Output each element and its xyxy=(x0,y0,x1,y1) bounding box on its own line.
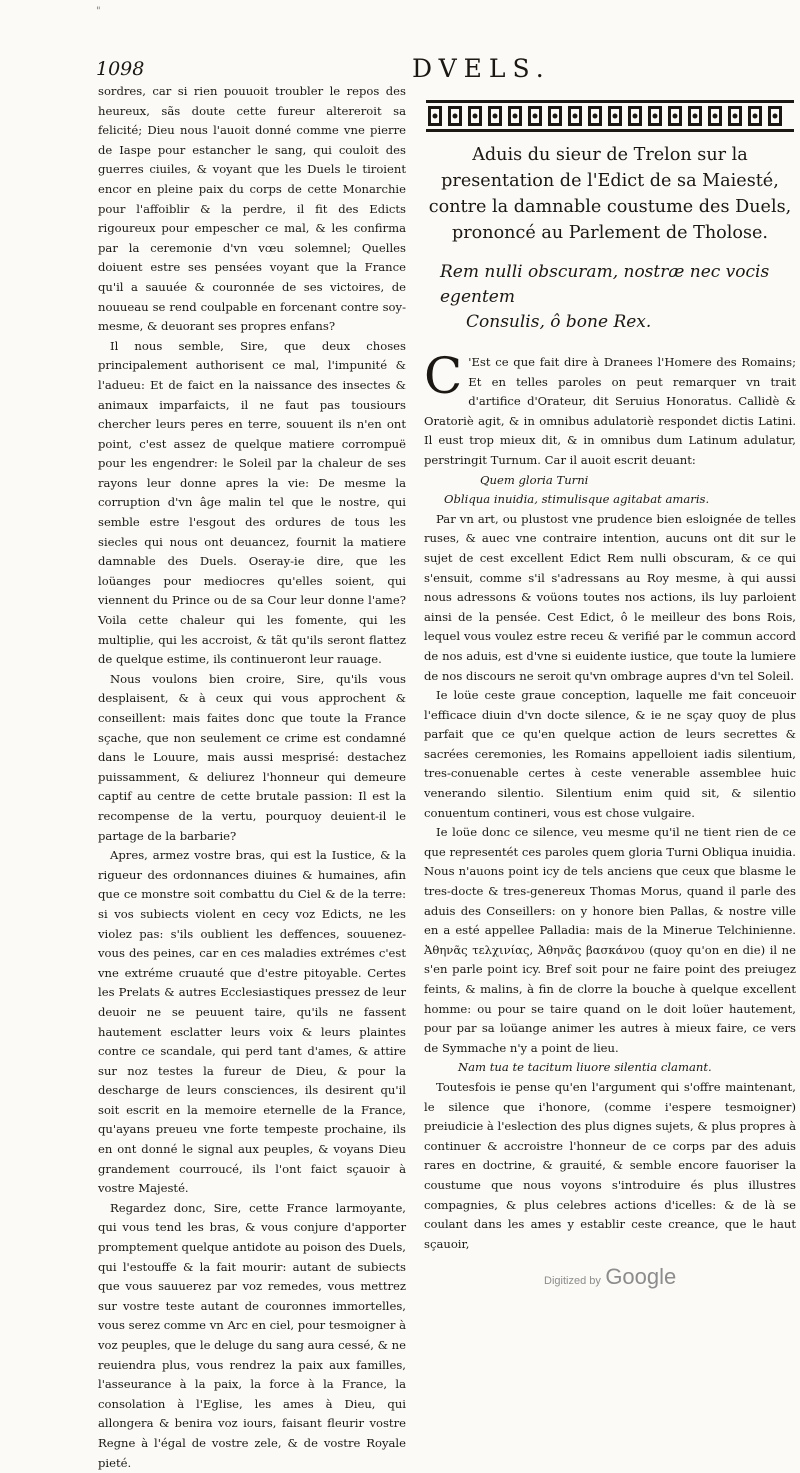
drop-cap: C xyxy=(424,347,463,405)
ornament-band-icon xyxy=(424,98,796,134)
right-paragraph: Par vn art, ou plustost vne prudence bien esloignée de telles ruses, & auec vne contraire intention, aucuns ont dit sur le sujet de cest excellent Edict Rem nulli obscuram, & ce qui s'ensuit, comme s'il s'adressans au Roy mesme, à qui aussi nous adressons & voüons toutes nos actions, ils luy parloient ainsi de la pensée. Cest Edict, ô le meilleur des bons Rois, lequel vous voulez estre receu & verifié par le commun accord de nos aduis, est d'vne si euidente iustice, que toute la lumiere de nos discours ne seroit qu'vn ombrage aupres d'vn tel Soleil. xyxy=(424,511,796,683)
right-paragraph: Ie loüe ceste graue conception, laquelle me fait conceuoir l'efficace diuin d'vn docte silence, & ie ne sçay quoy de plus parfait que ce qu'en quelque action de leurs secrettes & sacrées ceremonies, les Romains appelloient iadis silentium, tres-conuenable certes à ceste venerable assemblee huic venerando silentio. Silentium enim quid sit, & silentio conuentum contineri, vous est chose vulgaire. xyxy=(424,688,796,820)
page-header xyxy=(96,54,796,84)
digitized-watermark xyxy=(544,1264,676,1290)
left-column xyxy=(98,82,406,1473)
section-title: Aduis du sieur de Trelon sur la presentation de l'Edict de sa Maiesté, contre la damnable coustume des Duels, prononcé au Parlement de Tholose. xyxy=(428,145,792,243)
page-number: 1098 xyxy=(96,58,145,80)
left-paragraph: sordres, car si rien pouuoit troubler le repos des heureux, sãs doute cette fureur altereroit sa felicité; Dieu nous l'auoit donné comme vne pierre de Iaspe pour estancher le sang, qui couloit des guerres ciuiles, & voyant que les Duels le tiroient encor en pleine paix du corps de cette Monarchie pour l'affoiblir & la perdre, il fit des Edicts rigoureux pour empescher ce mal, & les confirma par la ceremonie d'vn vœu solemnel; Quelles doiuent estre ses pensées voyant que la France qu'il a sauuée & couronnée de ses victoires, de nouueau se rend coulpable en forcenant contre soy-mesme, & deuorant ses propres enfans? xyxy=(98,84,406,334)
quote-line: Nam tua te tacitum liuore silentia clamant. xyxy=(458,1060,712,1075)
running-head: DVELS. xyxy=(412,54,551,83)
latin-motto xyxy=(440,260,796,335)
watermark-brand: Google xyxy=(605,1264,677,1289)
right-column xyxy=(424,98,796,1254)
left-paragraph: Regardez donc, Sire, cette France larmoyante, qui vous tend les bras, & vous conjure d'apporter promptement quelque antidote au poison des Duels, qui l'estouffe & la fait mourir: autant de subiects que vous sauuerez par voz remedes, vous mettrez sur vostre teste autant de couronnes immortelles, vous serez comme vn Arc en ciel, pour tesmoigner à voz peuples, que le deluge du sang aura cessé, & ne reuiendra plus, vous rendrez la paix aux familles, l'asseurance à la paix, la force à la France, la consolation à l'Eglise, les ames à Dieu, qui allongera & benira voz iours, faisant fleurir vostre Regne à l'égal de vostre zele, & de vostre Royale pieté. xyxy=(98,1200,406,1470)
quote-line: Obliqua inuidia, stimulisque agitabat amaris. xyxy=(444,492,710,507)
right-paragraph: Ie loüe donc ce silence, veu mesme qu'il ne tient rien de ce que representét ces paroles quem gloria Turni Obliqua inuidia. Nous n'auons point icy de tels anciens que ceux que blasme le tres-docte & tres-genereux Thomas Morus, quand il parle des aduis des Conseillers: on y honore bien Pallas, & nostre ville en a esté appellee Palladia: mais de la Mineruе Telchinienne. Ἀθηνᾶς τελχινίας, Ἀθηνᾶς βασκάνου (quoy qu'on en die) il ne s'en parle point icy. Bref soit pour ne faire point des preiugez feints, & malins, à fin de clorre la bouche à quelque excellent homme: ou pour se taire quand on le doit loüer hautement, pour par sa loüange animer les autres à mieux faire, ce vers de Symmache n'y a point de lieu. xyxy=(424,825,796,1055)
watermark-prefix: Digitized by xyxy=(544,1275,601,1287)
opening-paragraph xyxy=(424,347,796,471)
opening-text: 'Est ce que fait dire à Dranees l'Homere des Romains; Et en telles paroles on peut remarquer vn trait d'artifice d'Orateur, dit Seruius Honoratus. Callidè & Oratoriè agit, & in omnibus adulatoriè respondet dictis Latini. Il eust trop mieux dit, & in omnibus dum Latinum adulatur, perstringit Turnum. Car il auoit escrit deuant: xyxy=(424,355,796,467)
margin-marks: " xyxy=(96,6,101,17)
right-paragraph: Toutesfois ie pense qu'en l'argument qui s'offre maintenant, le silence que i'honore, (comme i'espere tesmoigner) preiudicie à l'eslection des plus dignes sujets, & plus propres à continuer & accroistre l'honneur de ce corps par des aduis rares en doctrine, & grauité, & semble encore fauoriser la coustume que nous voyons s'introduire és plus illustres compagnies, & plus celebres actions d'icelles: & de là se coulant dans les ames y establir ceste creance, que le haut sçauoir, xyxy=(424,1079,796,1251)
left-paragraph: Il nous semble, Sire, que deux choses principalement authorisent ce mal, l'impunité & l'adueu: Et de faict en la naissance des insectes & animaux imparfaicts, il ne faut pas tousiours chercher leurs peres en terre, souuent ils n'en ont point, c'est assez de quelque matiere corrompuë pour les engendrer: le Soleil par la chaleur de ses rayons leur donne apres la vie: De mesme la corruption d'vn âge malin tel que le nostre, qui semble estre l'esgout des ordures de tous les siecles qui nous ont deuancez, fournit la matiere damnable des Duels. Oseray-ie dire, que les loüanges pour mediocres qu'elles soient, qui viennent du Prince ou de sa Cour leur donne l'ame? Voila cette chaleur qui les fomente, qui les multiplie, qui les accroist, & tãt qu'ils seront flattez de quelque estime, ils continueront leur rauage. xyxy=(98,338,406,667)
motto-line: Rem nulli obscuram, nostræ nec vocis egentem xyxy=(440,262,770,307)
motto-line: Consulis, ô bone Rex. xyxy=(466,312,652,332)
quote-line: Quem gloria Turni xyxy=(480,472,589,487)
left-paragraph: Apres, armez vostre bras, qui est la Iustice, & la rigueur des ordonnances diuines & humaines, afin que ce monstre soit combattu du Ciel & de la terre: si vos subiects violent en cecy voz Edicts, ne les violez pas: s'ils oublient les deffences, souuenez-vous des peines, car en ces maladies extrémes c'est vne extréme cruauté que d'estre pitoyable. Certes les Prelats & autres Ecclesiastiques pressez de leur deuoir ne se peuuent taire, qu'ils ne fassent hautement esclatter leurs voix & leurs plaintes contre ce scandale, qui perd tant d'ames, & attire sur noz testes la fureur de Dieu, & pour la descharge de leurs consciences, ils desirent qu'il soit escrit en la memoire eternelle de la France, qu'ayans preueu vne forte tempeste prochaine, ils en ont donné le signal aux peuples, & voyans Dieu grandement courroucé, ils l'ont faict sçauoir à vostre Majesté. xyxy=(98,848,406,1196)
left-paragraph: Nous voulons bien croire, Sire, qu'ils vous desplaisent, & à ceux qui vous approchent & conseillent: mais faites donc que toute la France sçache, que non seulement ce crime est condamné dans le Louure, mais aussi mesprisé: destachez puissamment, & deliurez l'honneur qui demeure captif au centre de cette brutale passion: Il est la recompense de la vertu, pourquoy deuient-il le partage de la barbarie? xyxy=(98,671,406,843)
